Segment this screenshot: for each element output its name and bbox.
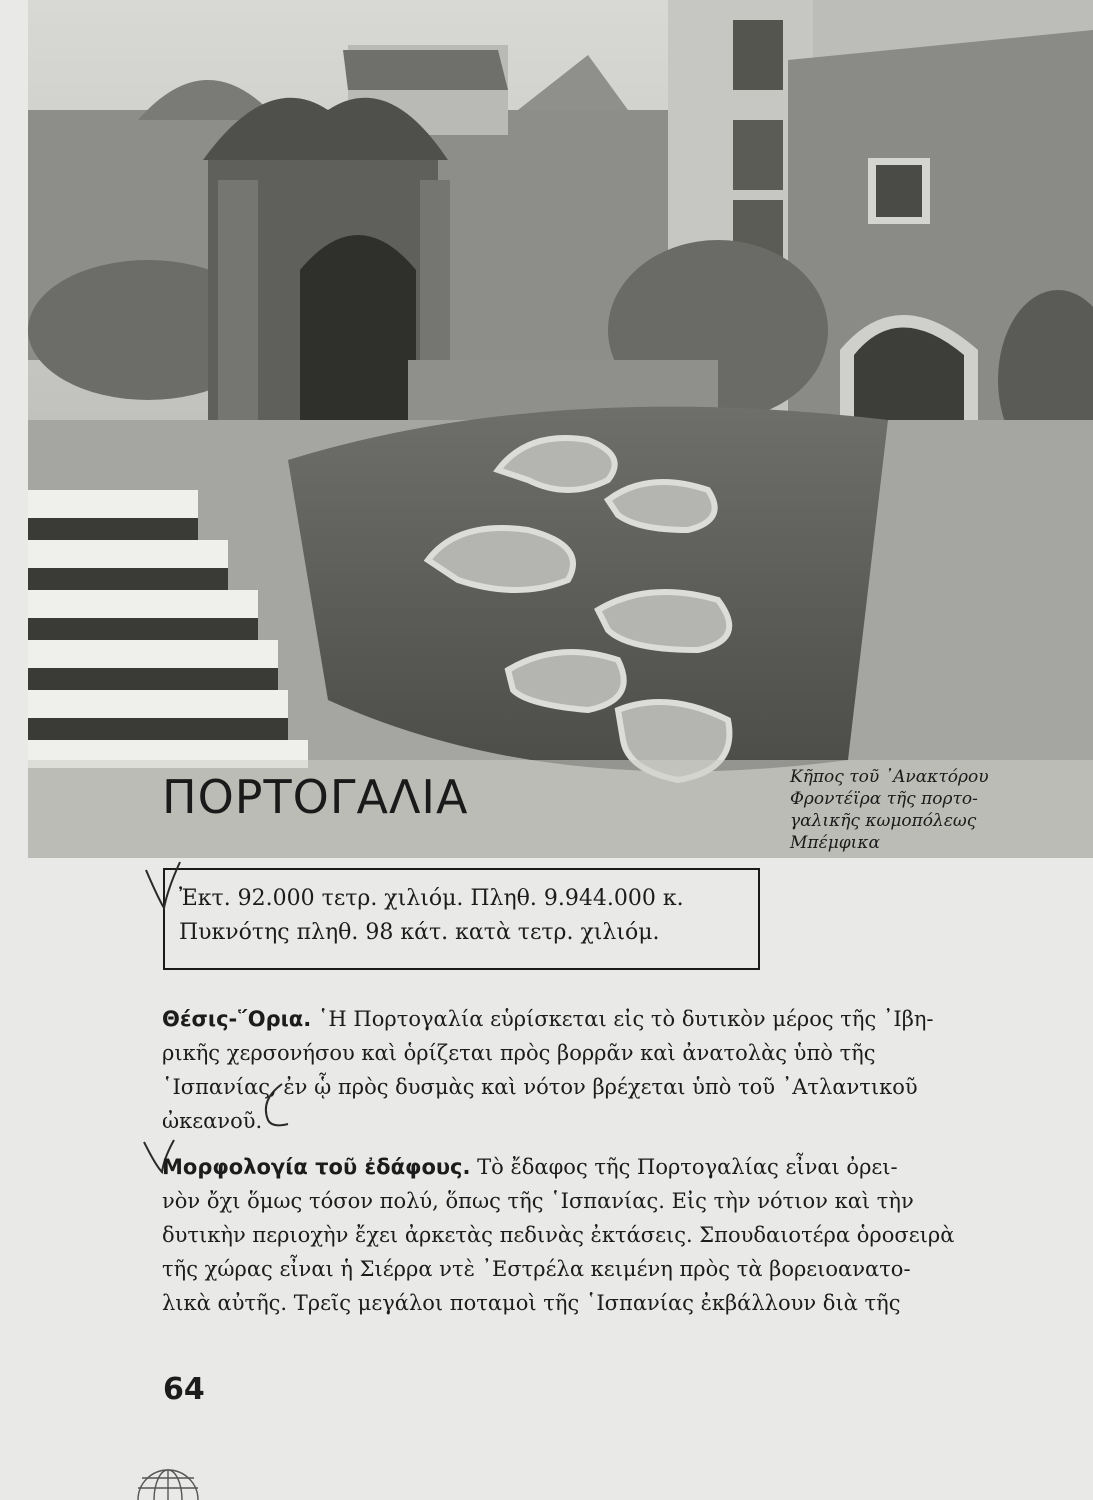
caption-line: γαλικῆς κωμοπόλεως xyxy=(790,811,977,831)
section-heading: Θέσις-῞Ορια. xyxy=(162,1007,312,1031)
paragraph-line: δυτικὴν περιοχὴν ἔχει ἀρκετὰς πεδινὰς ἐκτάσεις. Σπουδαιοτέρα ὁροσειρὰ xyxy=(162,1223,955,1247)
statistics-box xyxy=(163,868,760,970)
paragraph-line: τῆς χώρας εἶναι ἡ Σιέρρα ντὲ ᾿Εστρέλα κειμένη πρὸς τὰ βορειοανατο- xyxy=(162,1257,911,1281)
paragraph-line xyxy=(162,1150,992,1184)
section-position-borders xyxy=(162,1002,992,1138)
page-title: ΠΟΡΤΟΓΑΛΙΑ xyxy=(162,770,469,824)
paragraph-line: ῾Ισπανίας, ἐν ᾧ πρὸς δυσμὰς καὶ νότον βρέχεται ὑπὸ τοῦ ᾿Ατλαντικοῦ xyxy=(162,1075,918,1099)
paragraph-line: νὸν ὄχι ὅμως τόσον πολύ, ὅπως τῆς ῾Ισπανίας. Εἰς τὴν νότιον καὶ τὴν xyxy=(162,1189,914,1213)
paragraph-line: ρικῆς χερσονήσου καὶ ὁρίζεται πρὸς βορρᾶν καὶ ἀνατολὰς ὑπὸ τῆς xyxy=(162,1041,876,1065)
paragraph-line xyxy=(162,1002,992,1036)
globe-icon xyxy=(136,1464,200,1500)
caption-line: Κῆπος τοῦ ᾿Ανακτόρου xyxy=(790,767,989,787)
garden-illustration xyxy=(28,0,1093,858)
section-morphology xyxy=(162,1150,992,1320)
section-heading: Μορφολογία τοῦ ἐδάφους. xyxy=(162,1155,471,1179)
garden-photo xyxy=(28,0,1093,858)
photo-caption xyxy=(790,766,1038,854)
stats-line: Ἐκτ. 92.000 τετρ. χιλιόμ. Πληθ. 9.944.000 κ. xyxy=(179,886,684,911)
paragraph-line: λικὰ αὐτῆς. Τρεῖς μεγάλοι ποταμοὶ τῆς ῾Ισπανίας ἐκβάλλουν διὰ τῆς xyxy=(162,1291,901,1315)
paragraph-text: ῾Η Πορτογαλία εὑρίσκεται εἰς τὸ δυτικὸν μέρος τῆς ᾿Ιβη- xyxy=(317,1007,934,1031)
caption-line: Μπέμφικα xyxy=(790,833,880,853)
stats-line: Πυκνότης πληθ. 98 κάτ. κατὰ τετρ. χιλιόμ. xyxy=(179,920,660,945)
page-number: 64 xyxy=(163,1372,205,1407)
paragraph-text: Τὸ ἔδαφος τῆς Πορτογαλίας εἶναι ὀρει- xyxy=(477,1155,898,1179)
paragraph-line: ὠκεανοῦ. xyxy=(162,1109,263,1133)
caption-line: Φροντέϊρα τῆς πορτο- xyxy=(790,789,978,809)
